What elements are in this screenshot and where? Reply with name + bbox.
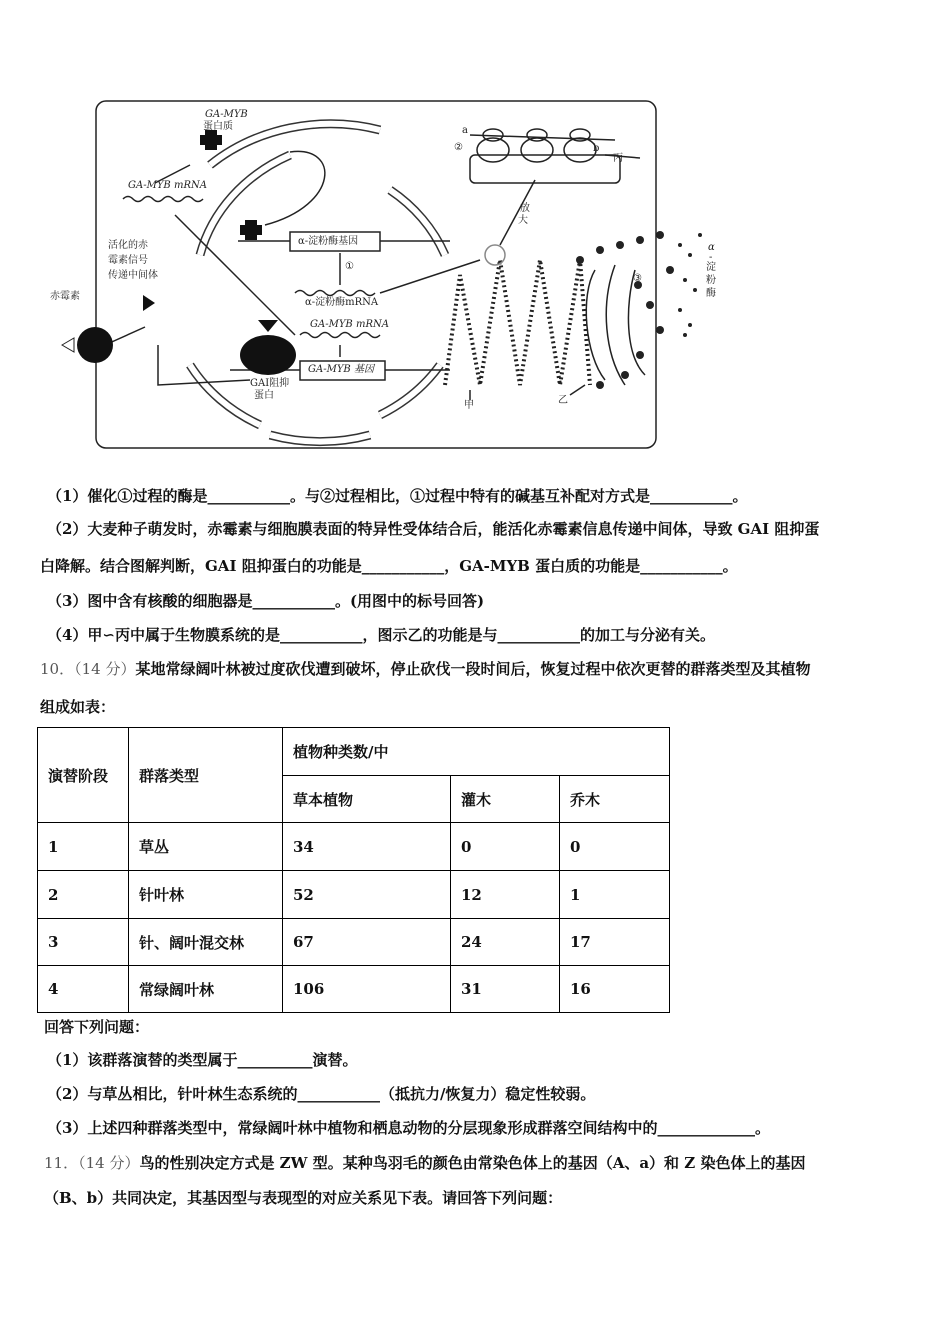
cell: 12	[451, 871, 560, 919]
cell-diagram	[40, 95, 720, 455]
label-yi: 乙	[558, 395, 568, 406]
label-bing: 丙	[613, 153, 623, 164]
question-score: （14 分）	[78, 1154, 140, 1172]
question-11-text: 鸟的性别决定方式是 ZW 型。某种鸟羽毛的颜色由常染色体上的基因（A、a）和 Z 染色体上的基因	[139, 1154, 806, 1172]
succession-table	[37, 727, 670, 1013]
label-step-1: ①	[345, 261, 354, 272]
question-9-3: （3）图中含有核酸的细胞器是___________。(用图中的标号回答)	[47, 592, 485, 610]
question-10-intro	[40, 658, 810, 679]
label-gai-2: 蛋白	[254, 390, 274, 401]
label-gibberellin: 赤霉素	[50, 291, 80, 302]
label-intermediate-2: 霉素信号	[108, 255, 148, 266]
cell: 针、阔叶混交林	[129, 919, 283, 966]
question-number: 11．	[44, 1154, 79, 1172]
cell: 针叶林	[129, 871, 283, 919]
cell: 4	[38, 966, 129, 1013]
cell: 常绿阔叶林	[129, 966, 283, 1013]
cell: 34	[283, 823, 451, 871]
label-amylase-c3: 酶	[706, 288, 716, 299]
label-b: b	[593, 143, 600, 154]
question-10-2: （2）与草丛相比，针叶林生态系统的___________（抵抗力/恢复力）稳定性较弱。	[47, 1085, 596, 1103]
label-jia: 甲	[464, 400, 474, 411]
cell: 24	[451, 919, 560, 966]
header-tree: 乔木	[560, 776, 670, 823]
question-number: 10．	[40, 660, 75, 678]
cell: 16	[560, 966, 670, 1013]
cell: 草丛	[129, 823, 283, 871]
label-step-3: ③	[633, 273, 642, 284]
table-row	[38, 966, 670, 1013]
header-species: 植物种类数/中	[283, 728, 670, 776]
cell: 1	[38, 823, 129, 871]
label-amylase-gene: α-淀粉酶基因	[298, 236, 359, 247]
table-row	[38, 823, 670, 871]
header-type: 群落类型	[129, 728, 283, 823]
label-step-2: ②	[454, 142, 463, 153]
question-9-1: （1）催化①过程的酶是___________。与②过程相比，①过程中特有的碱基互补配对方式是___________。	[47, 487, 748, 505]
label-amylase-dash: -	[709, 252, 713, 263]
cell: 52	[283, 871, 451, 919]
question-9-2-cont: 白降解。结合图解判断，GAI 阻抑蛋白的功能是___________，GA-MYB 蛋白质的功能是___________。	[40, 557, 738, 575]
question-9-2: （2）大麦种子萌发时，赤霉素与细胞膜表面的特异性受体结合后，能活化赤霉素信息传递中间体，导致 GAI 阻抑蛋	[47, 520, 820, 538]
question-score: （14 分）	[74, 660, 136, 678]
label-ga-myb-mrna-bottom: GA-MYB mRNA	[310, 319, 389, 330]
question-9-4: （4）甲∽丙中属于生物膜系统的是___________，图示乙的功能是与___________的加工与分泌有关。	[47, 626, 716, 644]
header-stage: 演替阶段	[38, 728, 129, 823]
label-ga-myb-mrna-top: GA-MYB mRNA	[128, 180, 207, 191]
label-intermediate-1: 活化的赤	[108, 240, 148, 251]
label-enlarge-2: 大	[518, 215, 528, 226]
label-intermediate-3: 传递中间体	[108, 270, 158, 281]
label-amylase-c2: 粉	[706, 275, 716, 286]
cell: 2	[38, 871, 129, 919]
label-a: a	[462, 125, 468, 136]
question-10-intro-cont: 组成如表：	[40, 698, 116, 716]
cell: 17	[560, 919, 670, 966]
label-amylase-a: α	[708, 242, 715, 253]
label-amylase-c1: 淀	[706, 262, 716, 273]
cell: 31	[451, 966, 560, 1013]
header-herb: 草本植物	[283, 776, 451, 823]
table-row	[38, 919, 670, 966]
cell: 67	[283, 919, 451, 966]
label-enlarge-1: 放	[520, 203, 530, 214]
cell: 106	[283, 966, 451, 1013]
cell: 3	[38, 919, 129, 966]
table-row	[38, 871, 670, 919]
question-10-text: 某地常绿阔叶林被过度砍伐遭到破坏，停止砍伐一段时间后，恢复过程中依次更替的群落类型及其植物	[135, 660, 811, 678]
answer-prompt: 回答下列问题：	[44, 1018, 150, 1036]
question-10-3: （3）上述四种群落类型中，常绿阔叶林中植物和栖息动物的分层现象形成群落空间结构中的_____________。	[47, 1119, 770, 1137]
label-gai-1: GAI阻抑	[250, 378, 290, 389]
question-10-1: （1）该群落演替的类型属于__________演替。	[47, 1051, 358, 1069]
cell: 0	[560, 823, 670, 871]
label-ga-myb-gene: GA-MYB 基因	[308, 364, 374, 375]
header-shrub: 灌木	[451, 776, 560, 823]
cell: 0	[451, 823, 560, 871]
cell: 1	[560, 871, 670, 919]
label-protein: 蛋白质	[203, 121, 233, 132]
question-11-intro	[44, 1152, 805, 1173]
question-11-intro-cont: （B、b）共同决定，其基因型与表现型的对应关系见下表。请回答下列问题：	[44, 1189, 563, 1207]
label-ga-myb-protein: GA-MYB	[205, 109, 248, 120]
label-amylase-mrna: α-淀粉酶mRNA	[305, 297, 379, 308]
